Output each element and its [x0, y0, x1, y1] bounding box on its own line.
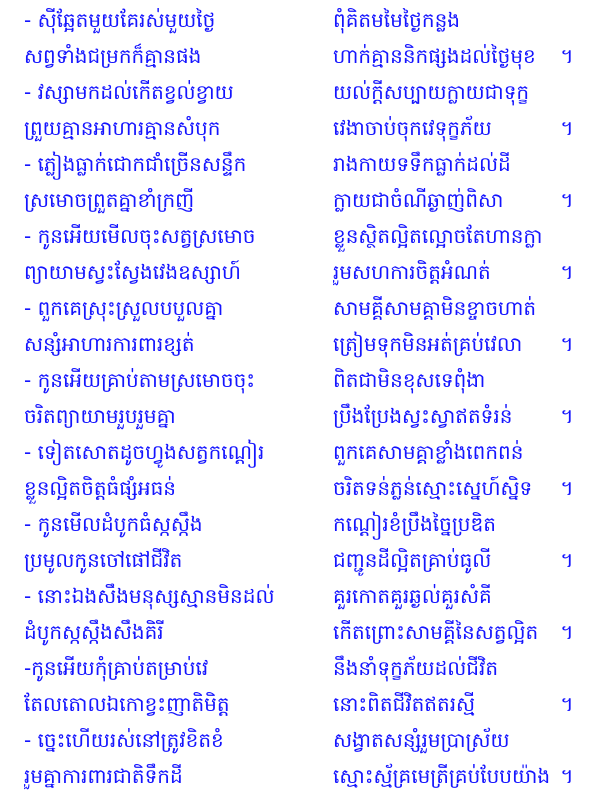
verse-second-half: សង្វាតសន្សំរួមប្រាស្រ័យ: [333, 728, 510, 752]
verse-first-half: ខ្លួនល្អិតចិត្តធំផ្សំអធន់: [24, 476, 176, 500]
poem-line: [0, 756, 600, 796]
verse-first-half: តែលតោលឯកោខ្វះញាតិមិត្ត: [24, 692, 230, 716]
poem-line: [0, 432, 600, 472]
end-of-stanza-mark: ។: [560, 44, 574, 68]
verse-first-half: សព្វទាំងជម្រកក៏គ្មានផង: [24, 44, 202, 68]
verse-first-half: - ភ្លៀងធ្លាក់ជោកជាំច្រើនសន្ទឹក: [24, 152, 247, 176]
poem-line: [0, 540, 600, 580]
poem-line: [0, 144, 600, 184]
verse-second-half: ស្មោះស្ម័គ្រមេត្រីគ្រប់បែបយ៉ាង: [333, 764, 551, 788]
verse-first-half: - ស៊ីឆ្អែតមួយគែរស់មួយថ្ងៃ: [24, 8, 216, 32]
end-of-stanza-mark: ។: [560, 764, 574, 788]
verse-first-half: - កូនមើលដំបូកធំស្កស្កឹង: [24, 512, 203, 536]
verse-second-half: គួរកោតគួរឆ្ងល់គួរសំគី: [333, 584, 492, 608]
poem-line: [0, 720, 600, 760]
poem-line: [0, 468, 600, 508]
verse-second-half: ពិតជាមិនខុសទេពុំងា: [333, 368, 486, 392]
poem-line: [0, 180, 600, 220]
verse-second-half: រាងកាយទទឹកធ្លាក់ដល់ដី: [333, 152, 511, 176]
end-of-stanza-mark: ។: [560, 260, 574, 284]
poem-line: [0, 504, 600, 544]
poem-line: [0, 360, 600, 400]
end-of-stanza-mark: ។: [560, 404, 574, 428]
poem-line: [0, 396, 600, 436]
verse-second-half: ពួកគេសាមគ្គាខ្លាំងពេកពន់: [333, 440, 524, 464]
verse-first-half: - ច្នេះហើយរស់នៅត្រូវខិតខំ: [24, 728, 224, 752]
poem-line: [0, 324, 600, 364]
verse-first-half: - នោះឯងសឹងមនុស្សស្មានមិនដល់: [24, 584, 275, 608]
verse-second-half: ត្រៀមទុកមិនអត់គ្រប់វេលា: [333, 332, 523, 356]
verse-second-half: ចរិតទន់ភ្លន់ស្មោះស្នេហ៍ស្និទ: [333, 476, 533, 500]
verse-second-half: នឹងនាំទុក្ខភ័យដល់ជីវិត: [333, 656, 499, 680]
end-of-stanza-mark: ។: [560, 476, 574, 500]
poem-line: [0, 72, 600, 112]
verse-first-half: ព្យាយាមស្វះស្វែងវេងឧស្សាហ៍: [24, 260, 241, 284]
verse-first-half: ព្រួយគ្មានអាហារគ្មានសំបុក: [24, 116, 221, 140]
verse-second-half: សាមគ្គីសាមគ្គាមិនខ្ចាចហាត់: [333, 296, 537, 320]
verse-second-half: ហាក់គ្មាននិកផ្សងដល់ថ្ងៃមុខ: [333, 44, 536, 68]
verse-first-half: - កូនអើយមើលចុះសត្វស្រមោច: [24, 224, 256, 248]
verse-second-half: ជញ្ជូនដីល្អិតគ្រាប់ធូលី: [333, 548, 492, 572]
verse-first-half: ប្រមូលកូនចៅផៅជីវិត: [24, 548, 183, 572]
poem-line: [0, 108, 600, 148]
verse-first-half: ស្រមោចព្រួតគ្នាខាំក្រញី: [24, 188, 195, 212]
poem-line: [0, 252, 600, 292]
verse-second-half: កើតព្រោះសាមគ្គីនៃសត្វល្អិត: [333, 620, 539, 644]
poem-line: [0, 216, 600, 256]
verse-first-half: - វស្សាមកដល់កើតខ្វល់ខ្វាយ: [24, 80, 234, 104]
poem-line: [0, 0, 600, 40]
verse-second-half: ខ្លួនស្ថិតល្អិតល្អោចតែហានក្លា: [333, 224, 543, 248]
verse-first-half: រួមគ្នាការពារជាតិទឹកដី: [24, 764, 183, 788]
poem-line: [0, 36, 600, 76]
end-of-stanza-mark: ។: [560, 548, 574, 572]
verse-second-half: កណ្ដៀរខំប្រឹងច្នៃប្រឌិត: [333, 512, 496, 536]
poem-line: [0, 648, 600, 688]
end-of-stanza-mark: ។: [560, 188, 574, 212]
end-of-stanza-mark: ។: [560, 116, 574, 140]
poem-line: [0, 288, 600, 328]
verse-second-half: យល់ក្ដីសប្បាយក្លាយជាទុក្ខ: [333, 80, 530, 104]
verse-first-half: ដំបូកស្កស្កឹងសឹងគិរី: [24, 620, 164, 644]
poem-line: [0, 612, 600, 652]
end-of-stanza-mark: ។: [560, 620, 574, 644]
verse-first-half: - កូនអើយគ្រាប់តាមស្រមោចចុះ: [24, 368, 256, 392]
verse-second-half: រួមសហការចិត្តអំណត់: [333, 260, 491, 284]
end-of-stanza-mark: ។: [560, 692, 574, 716]
verse-first-half: -កូនអើយកុំគ្រាប់តម្រាប់វេ: [24, 656, 209, 680]
end-of-stanza-mark: ។: [560, 332, 574, 356]
verse-second-half: នោះពិតជីវិតឥតរស្មី: [333, 692, 476, 716]
poem-line: [0, 576, 600, 616]
verse-first-half: សន្សំអាហារការពារខ្សត់: [24, 332, 195, 356]
verse-first-half: - ពួកគេស្រុះស្រួលបបួលគ្នា: [24, 296, 224, 320]
verse-second-half: ក្លាយជាចំណីឆ្ងាញ់ពិសា: [333, 188, 504, 212]
verse-second-half: ពុំគិតមមៃថ្ងៃកន្លង: [333, 8, 460, 32]
verse-second-half: វេងាចាប់ចុកវេទុក្ខភ័យ: [333, 116, 492, 140]
verse-second-half: ប្រឹងប្រែងស្វះស្វាឥតទំរន់: [333, 404, 513, 428]
verse-first-half: ចរិតព្យាយាមរួបរួមគ្នា: [24, 404, 176, 428]
poem-line: [0, 684, 600, 724]
verse-first-half: - ទៀតសោតដូចហ្វូងសត្វកណ្ដៀរ: [24, 440, 265, 464]
